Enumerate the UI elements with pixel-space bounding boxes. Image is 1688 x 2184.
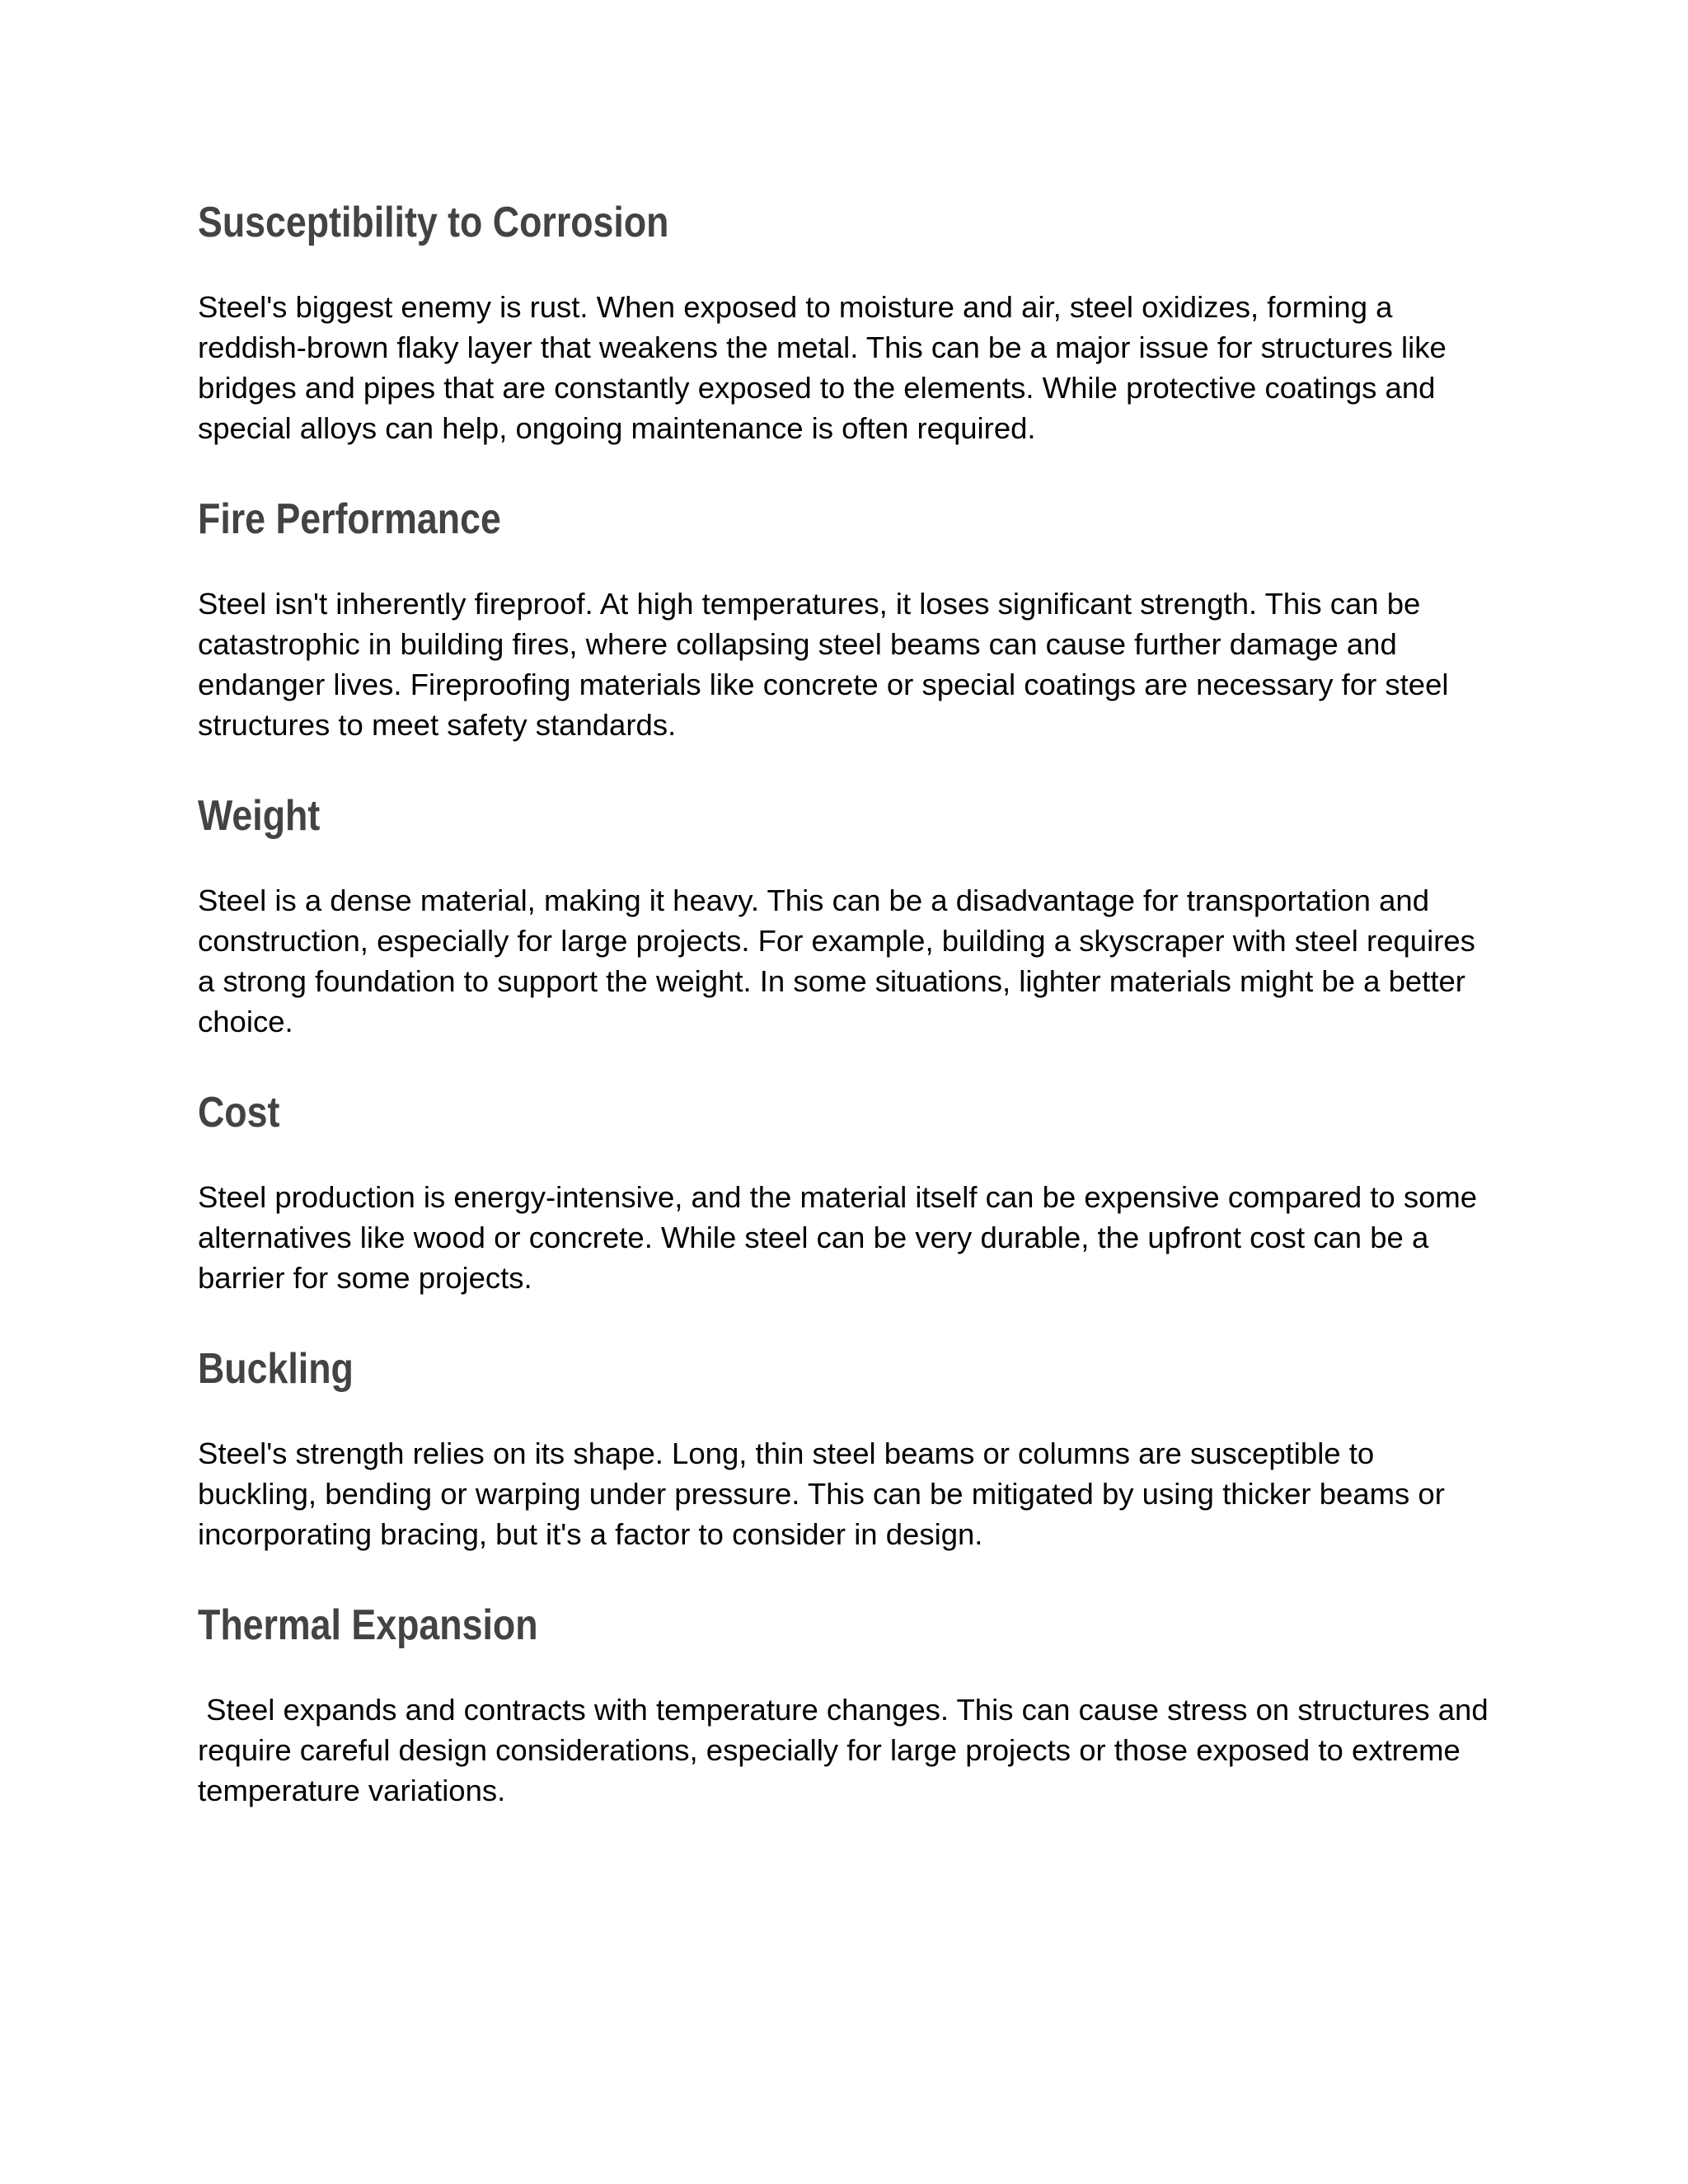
section-paragraph: Steel isn't inherently fireproof. At high temperatures, it loses significant strength. This can be catastrophic in building fires, where collapsing steel beams can cause further damage and endanger lives. Fireproofing materials like concrete or special coatings are necessary for steel structures to meet safety standards. bbox=[198, 587, 1457, 742]
section-heading: Weight bbox=[198, 792, 321, 840]
section-weight bbox=[198, 783, 1500, 1042]
section-paragraph: Steel production is energy-intensive, and the material itself can be expensive compared to some alternatives like wood or concrete. While steel can be very durable, the upfront cost can be a barrier for some projects. bbox=[198, 1180, 1486, 1295]
section-paragraph: Steel's biggest enemy is rust. When exposed to moisture and air, steel oxidizes, forming a reddish-brown flaky layer that weakens the metal. This can be a major issue for structures like bridges and pipes that are constantly exposed to the elements. While protective coatings and special alloys can help, ongoing maintenance is often required. bbox=[198, 290, 1455, 445]
section-heading: Susceptibility to Corrosion bbox=[198, 199, 669, 246]
section-heading: Thermal Expansion bbox=[198, 1601, 538, 1649]
section-fire-performance bbox=[198, 486, 1500, 745]
section-heading: Fire Performance bbox=[198, 495, 501, 543]
section-paragraph: Steel expands and contracts with temperature changes. This can cause stress on structures and require careful design considerations, especially for large projects or those exposed to extreme temperature variations. bbox=[198, 1693, 1497, 1807]
section-corrosion bbox=[198, 190, 1500, 448]
section-paragraph: Steel's strength relies on its shape. Long, thin steel beams or columns are susceptible to buckling, bending or warping under pressure. This can be mitigated by using thicker beams or incorporating bracing, but it's a factor to consider in design. bbox=[198, 1436, 1454, 1551]
document-content bbox=[198, 190, 1500, 1849]
section-paragraph: Steel is a dense material, making it heavy. This can be a disadvantage for transportation and construction, especially for large projects. For example, building a skyscraper with steel requires a strong foundation to support the weight. In some situations, lighter materials might be a better choice. bbox=[198, 883, 1484, 1038]
section-buckling bbox=[198, 1336, 1500, 1554]
section-heading: Buckling bbox=[198, 1345, 354, 1393]
section-thermal-expansion bbox=[198, 1592, 1500, 1811]
section-heading: Cost bbox=[198, 1089, 280, 1137]
section-cost bbox=[198, 1080, 1500, 1298]
